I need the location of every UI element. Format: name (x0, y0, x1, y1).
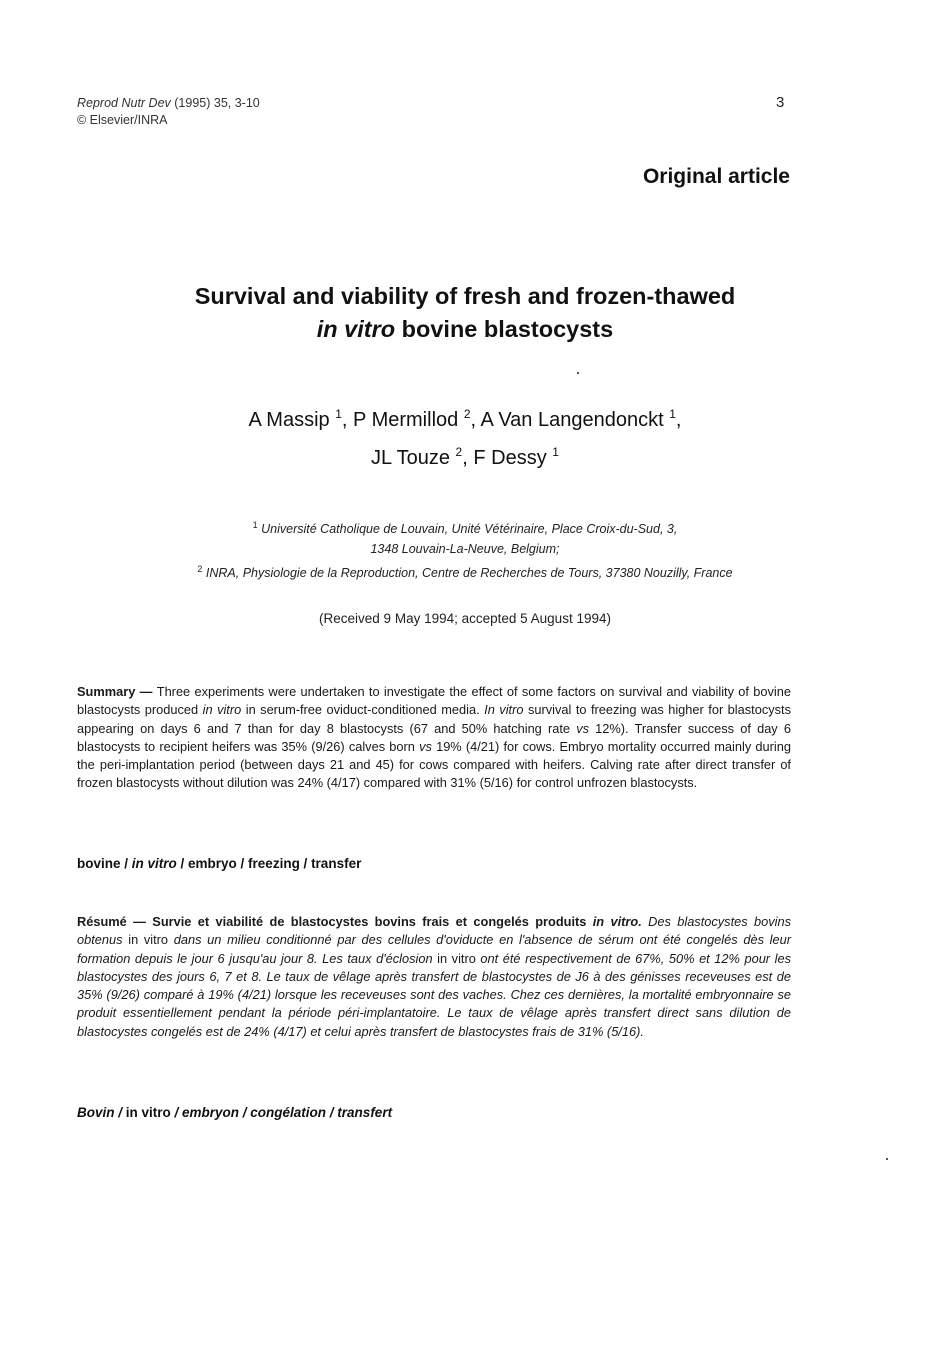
resume-label-italic: in vitro. (592, 914, 642, 929)
resume-text: Des blastocystes bovins obtenus (77, 914, 791, 948)
summary-text: 12%). Transfer success of day 6 blastocysts to recipient heifers was 35% (9/26) calves born (77, 720, 791, 754)
affiliation-text: INRA, Physiologie de la Reproduction, Centre de Recherches de Tours, 37380 Nouzilly, France (205, 566, 733, 580)
journal-volume-pages: (1995) 35, 3-10 (170, 96, 260, 110)
title-italic: in vitro (316, 316, 396, 342)
journal-header (77, 95, 260, 129)
article-title (60, 280, 870, 346)
resume-label: Résumé — Survie et viabilité de blastocystes bovins frais et congelés produits (77, 914, 593, 929)
author-name: P Mermillod (353, 409, 459, 431)
title-line-1: Survival and viability of fresh and frozen-thawed (194, 283, 736, 309)
article-type: Original article (642, 165, 790, 188)
authors-line-2: JL Touze $^2$, F Dessy $^1$ (371, 445, 559, 469)
keyword-italic: in vitro (131, 856, 177, 871)
received-dates: (Received 9 May 1994; accepted 5 August 1994) (319, 611, 611, 626)
summary-text: Three experiments were undertaken to investigate the effect of some factors on survival and viability of bovine blastocysts produced (77, 684, 792, 718)
affiliation-mark: 2 (197, 564, 203, 574)
mots-cles-upright: in vitro (125, 1105, 171, 1120)
keyword-text: / embryo / freezing / transfer (176, 856, 362, 871)
authors-line-1: A Massip $^1$, P Mermillod $^2$, A Van Langendonckt $^1$, (248, 407, 682, 431)
summary-paragraph (77, 683, 791, 793)
author-name: A Van Langendonckt (480, 409, 664, 431)
affiliation-mark: 1 (252, 520, 258, 530)
author-name: A Massip (248, 409, 330, 431)
affiliation-1-cont: 1348 Louvain-La-Neuve, Belgium; (370, 542, 560, 556)
resume-text: dans un milieu conditionné par des cellules d'oviducte en l'absence de sérum ont été congelés dès leur formation depuis le jour 6 jusqu'au jour 8. Les taux d'éclosion (77, 932, 791, 966)
author-affiliation-mark: 1 (335, 407, 342, 421)
publisher: © Elsevier/INRA (77, 113, 168, 127)
keyword-text: bovine / (77, 856, 132, 871)
summary-label: Summary — (77, 684, 157, 699)
affiliation-text: Université Catholique de Louvain, Unité Vétérinaire, Place Croix-du-Sud, 3, (261, 522, 678, 536)
mots-cles-text: Bovin / (77, 1105, 126, 1120)
resume-upright: in vitro (128, 932, 169, 948)
summary-italic: vs (419, 738, 432, 754)
resume-text: ont été respectivement de 67%, 50% et 12% pour les blastocystes des jours 6, 7 et 8. Le taux de vêlage après transfert de blastocystes de J6 à des génisses receveuses est de 35% (9/26) comparé à 19% (4/21) lorsque les receveuses sont des vaches. Chez ces dernières, la mortalité embryonnaire se produit essentiellement pendant la période péri-implantatoire. Le taux de vêlage après transfert direct sans dilution de blastocystes congelés est de 24% (4/17) et celui après transfert de blastocystes frais de 31% (5/16). (77, 950, 791, 1039)
keywords (77, 856, 361, 871)
affiliation-1 (40, 515, 890, 539)
author-name: JL Touze (371, 447, 450, 469)
summary-text: in serum-free oviduct-conditioned media. (241, 702, 485, 718)
author-affiliation-mark: 1 (552, 445, 559, 459)
summary-text: 19% (4/21) for cows. Embryo mortality occurred mainly during the peri-implantation period (between days 21 and 45) for cows compared with heifers. Calving rate after direct transfer of frozen blastocysts without dilution was 24% (4/17) compared with 31% (5/16) for control unfrozen blastocysts. (77, 738, 792, 791)
author-list (60, 398, 870, 474)
author-affiliation-mark: 2 (463, 407, 471, 421)
affiliation-2 (40, 559, 890, 583)
title-line-2 (60, 313, 870, 346)
mots-cles-text: / embryon / congélation / transfert (170, 1105, 393, 1120)
summary-italic: in vitro (202, 702, 242, 718)
author-name: F Dessy (473, 447, 547, 469)
journal-name: Reprod Nutr Dev (77, 96, 171, 110)
affiliations (40, 515, 890, 583)
title-rest: bovine blastocysts (395, 316, 614, 342)
author-affiliation-mark: 1 (669, 407, 676, 421)
summary-italic: vs (576, 720, 589, 736)
journal-citation (77, 95, 260, 112)
author-affiliation-mark: 2 (455, 445, 463, 459)
scan-speck (577, 372, 579, 374)
mots-cles (77, 1105, 392, 1120)
resume-paragraph (77, 913, 791, 1041)
summary-text: survival to freezing was higher for blastocysts appearing on days 6 and 7 than for day 8 blastocysts (67 and 50% hatching rate (77, 702, 791, 736)
summary-italic: In vitro (484, 702, 524, 718)
page-number: 3 (776, 94, 785, 111)
scan-speck (886, 1158, 888, 1160)
resume-upright: in vitro (437, 950, 476, 966)
